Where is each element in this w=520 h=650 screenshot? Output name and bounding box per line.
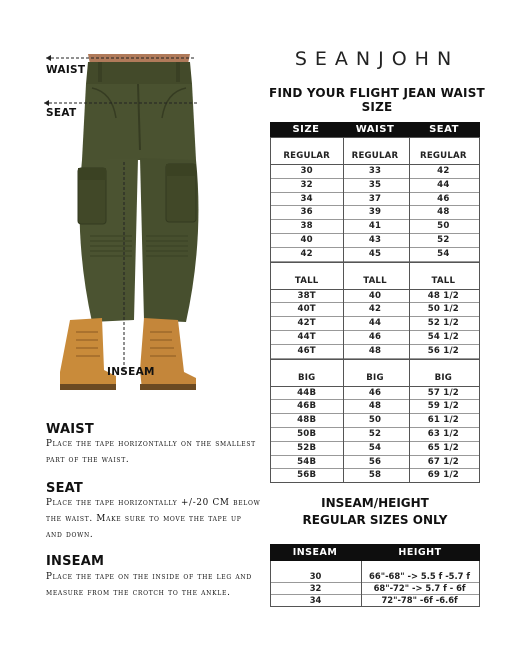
table-cell: 36 <box>300 207 313 218</box>
section-header-row <box>271 262 479 290</box>
table-cell: 34 <box>309 595 322 605</box>
table-cell: 63 1/2 <box>427 428 459 439</box>
table-cell: 56 1/2 <box>427 345 459 356</box>
table-row <box>271 234 479 248</box>
inseam-table-body <box>270 561 480 607</box>
table-cell: 67 1/2 <box>427 456 459 467</box>
seat-instruction-title: SEAT <box>46 481 83 496</box>
table-cell: 44 <box>368 318 382 329</box>
table-cell: 56B <box>297 470 317 481</box>
table-cell: 50B <box>297 428 317 439</box>
table-cell: 34 <box>300 193 313 204</box>
header-seat: SEAT <box>429 124 459 135</box>
seat-instruction-text: Place the tape horizontally +/-20 CM below the waist. Make sure to move the tape up and down. <box>46 498 261 540</box>
table-row <box>271 442 479 456</box>
table-cell: 46B <box>297 401 317 412</box>
inseam-height-title <box>280 495 470 529</box>
table-row <box>271 220 479 234</box>
table-cell: 40T <box>297 304 316 315</box>
table-cell: 40 <box>300 234 313 245</box>
table-cell: 54 1/2 <box>427 331 459 342</box>
brand-logo: SEANJOHN <box>294 48 460 70</box>
waist-instruction-text: Place the tape horizontally on the smallest part of the waist. <box>46 439 256 465</box>
table-cell: 30 <box>300 166 313 176</box>
table-cell: 46T <box>297 345 316 356</box>
table-cell: 48 <box>368 345 382 356</box>
table-row <box>271 331 479 345</box>
table-cell: 46 <box>437 193 450 204</box>
section-label: REGULAR <box>351 151 399 161</box>
inseam-label: INSEAM <box>107 366 155 378</box>
header-height: HEIGHT <box>398 547 442 558</box>
table-cell: 45 <box>368 248 382 259</box>
header-inseam: INSEAM <box>292 547 338 558</box>
section-label: BIG <box>366 372 384 383</box>
table-cell: 58 <box>368 470 382 481</box>
section-label: REGULAR <box>420 151 467 161</box>
table-cell: 50 1/2 <box>427 304 459 315</box>
table-cell: 44B <box>297 387 317 398</box>
table-cell: 42 <box>437 166 450 176</box>
inseam-height-title-line1: INSEAM/HEIGHT <box>321 496 429 510</box>
table-row <box>271 595 479 606</box>
table-row <box>271 317 479 331</box>
left-boot <box>60 318 116 390</box>
table-cell: 52 <box>368 428 382 439</box>
table-cell: 46 <box>368 331 382 342</box>
inseam-height-title-line2: REGULAR SIZES ONLY <box>302 513 448 527</box>
table-cell: 52 <box>437 234 450 245</box>
table-cell: 65 1/2 <box>427 442 459 453</box>
table-cell: 52 1/2 <box>427 318 459 329</box>
inseam-instruction-text: Place the tape on the inside of the leg and measure from the crotch to the ankle. <box>46 572 252 598</box>
section-label: BIG <box>434 372 453 383</box>
table-cell: 66"-68" -> 5.5 f -5.7 f <box>369 571 471 581</box>
table-row <box>271 193 479 207</box>
size-table-header <box>270 122 480 137</box>
section-label: REGULAR <box>283 151 330 161</box>
table-cell: 39 <box>368 207 382 218</box>
table-cell: 46 <box>368 387 382 398</box>
inseam-table-header <box>270 544 480 561</box>
table-row <box>271 303 479 317</box>
table-row <box>271 583 479 595</box>
pants-illustration <box>20 40 250 400</box>
waist-instruction-title: WAIST <box>46 422 94 437</box>
waist-label: WAIST <box>46 64 86 76</box>
table-cell: 41 <box>368 221 382 232</box>
table-cell: 68"-72" -> 5.7 f - 6f <box>373 583 466 593</box>
table-cell: 59 1/2 <box>427 401 459 412</box>
table-cell: 57 1/2 <box>427 387 459 398</box>
section-header-row <box>271 359 479 387</box>
inseam-instruction-title: INSEAM <box>46 554 105 569</box>
table-row <box>271 428 479 442</box>
table-cell: 42 <box>368 304 382 315</box>
section-label: BIG <box>297 372 316 383</box>
table-cell: 50 <box>437 221 450 232</box>
table-cell: 48B <box>297 415 317 426</box>
table-cell: 54 <box>368 442 382 453</box>
page-title: FIND YOUR FLIGHT JEAN WAIST SIZE <box>269 86 485 114</box>
table-cell: 52B <box>297 442 317 453</box>
table-cell: 48 <box>368 401 382 412</box>
table-cell: 38 <box>300 221 313 232</box>
table-cell: 42 <box>300 248 313 259</box>
table-row <box>271 165 479 179</box>
table-cell: 54 <box>437 248 450 259</box>
table-cell: 48 <box>437 207 450 218</box>
table-cell: 48 1/2 <box>427 290 459 301</box>
seat-label: SEAT <box>46 107 77 119</box>
size-table-body <box>270 137 480 483</box>
table-row <box>271 571 479 583</box>
table-cell: 44T <box>297 331 316 342</box>
table-cell: 69 1/2 <box>427 470 459 481</box>
table-row <box>271 345 479 359</box>
table-cell: 42T <box>297 318 316 329</box>
table-cell: 43 <box>368 234 382 245</box>
inseam-height-table <box>270 544 480 607</box>
right-boot <box>140 318 196 390</box>
table-cell: 32 <box>309 583 322 593</box>
table-cell: 38T <box>297 290 316 301</box>
table-row <box>271 248 479 262</box>
table-cell: 61 1/2 <box>427 415 459 426</box>
table-row <box>271 179 479 193</box>
table-cell: 54B <box>297 456 317 467</box>
table-cell: 33 <box>368 166 382 176</box>
table-cell: 35 <box>368 179 382 190</box>
section-label: TALL <box>431 275 456 286</box>
table-cell: 44 <box>437 179 450 190</box>
table-cell: 40 <box>368 290 382 301</box>
section-header-row <box>271 137 479 165</box>
table-cell: 30 <box>309 571 322 581</box>
table-row <box>271 456 479 470</box>
table-row <box>271 206 479 220</box>
table-cell: 32 <box>300 179 313 190</box>
table-row <box>271 400 479 414</box>
table-row <box>271 387 479 401</box>
header-size: SIZE <box>292 124 320 135</box>
model-figure <box>20 40 250 400</box>
table-cell: 56 <box>368 456 382 467</box>
table-cell: 50 <box>368 415 382 426</box>
table-row <box>271 290 479 304</box>
section-label: TALL <box>294 275 319 286</box>
table-row <box>271 469 479 482</box>
header-waist: WAIST <box>355 124 395 135</box>
section-label: TALL <box>363 275 387 286</box>
table-row <box>271 414 479 428</box>
table-cell: 37 <box>368 193 382 204</box>
table-cell: 72"-78" -6f -6.6f <box>381 595 458 605</box>
size-chart-table <box>270 122 480 483</box>
